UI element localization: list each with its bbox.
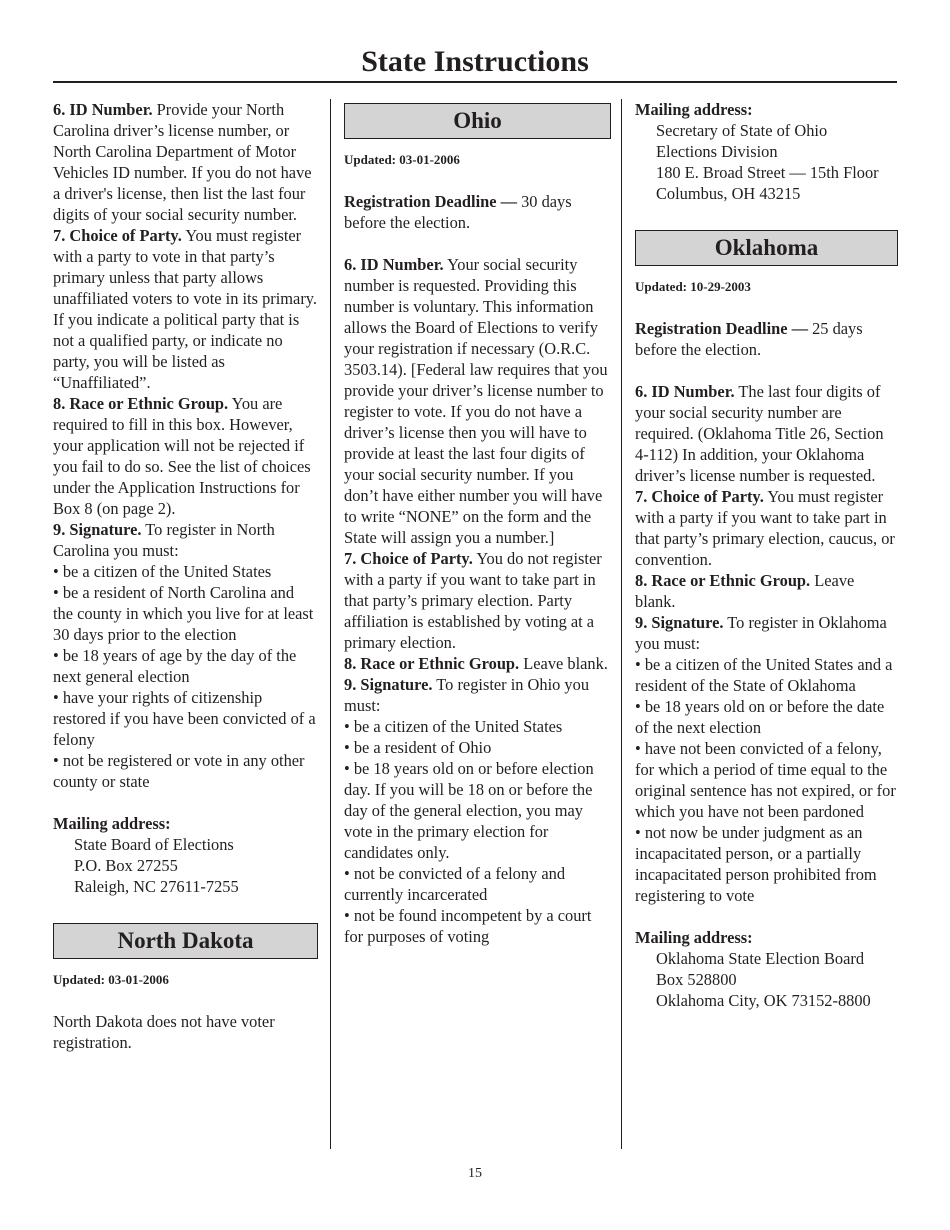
ohio-address-line: Elections Division bbox=[656, 142, 778, 161]
nc-id-number: 6. ID Number. Provide your North Carolina driver’s license number, or North Carolina Department of Motor Vehicles ID number. If you do not have a driver's license, then list the last four digits of your social security number. bbox=[53, 100, 312, 224]
ok-address-line: Box 528800 bbox=[656, 970, 737, 989]
ohio-address-line: 180 E. Broad Street — 15th Floor bbox=[656, 163, 879, 182]
ok-signature: 9. Signature. To register in Oklahoma you must: bbox=[635, 613, 887, 653]
ohio-bullet: • be a citizen of the United States bbox=[344, 717, 563, 736]
nc-bullet: • be a resident of North Carolina and the county in which you live for at least 30 days prior to the election bbox=[53, 583, 314, 644]
nc-bullet: • be a citizen of the United States bbox=[53, 562, 272, 581]
ok-bullet: • have not been convicted of a felony, for which a period of time equal to the original sentence has not expired, or for which you have not been pardoned bbox=[635, 739, 896, 821]
ohio-deadline: Registration Deadline — 30 days before the election. bbox=[344, 192, 572, 232]
page-number: 15 bbox=[468, 1166, 482, 1181]
ohio-address-line: Secretary of State of Ohio bbox=[656, 121, 828, 140]
nc-address-line: P.O. Box 27255 bbox=[74, 856, 178, 875]
nc-address-line: State Board of Elections bbox=[74, 835, 234, 854]
ohio-bullet: • not be convicted of a felony and currently incarcerated bbox=[344, 864, 566, 904]
nc-mailing-label: Mailing address: bbox=[53, 814, 171, 833]
column-divider bbox=[621, 99, 622, 1149]
ok-bullet: • be a citizen of the United States and a resident of the State of Oklahoma bbox=[635, 655, 893, 695]
ohio-mailing-label: Mailing address: bbox=[635, 100, 753, 119]
ohio-id-number: 6. ID Number. Your social security number is requested. Providing this number is voluntary. This information allows the Board of Elections to verify your registration if necessary (O.R.C. 3503.14). [Federal law requires that you provide your driver’s license number to register to vote. If you do not have a driver’s license then you will have to provide at least the last four digits of your social security number. If you don’t have either number you will have to write “NONE” on the form and the State will assign you a number.] bbox=[344, 255, 608, 547]
ohio-bullet: • be a resident of Ohio bbox=[344, 738, 492, 757]
ok-choice-of-party: 7. Choice of Party. You must register with a party if you want to take part in that party’s primary election, caucus, or convention. bbox=[635, 487, 895, 569]
state-header-ohio: Ohio bbox=[344, 103, 611, 139]
nd-text: North Dakota does not have voter registration. bbox=[53, 1012, 275, 1052]
column-3 bbox=[635, 99, 897, 1011]
ok-address-line: Oklahoma City, OK 73152-8800 bbox=[656, 991, 871, 1010]
nc-bullet: • not be registered or vote in any other county or state bbox=[53, 751, 305, 791]
ohio-bullet: • not be found incompetent by a court for purposes of voting bbox=[344, 906, 592, 946]
ok-address-line: Oklahoma State Election Board bbox=[656, 949, 865, 968]
ohio-race: 8. Race or Ethnic Group. Leave blank. bbox=[344, 654, 608, 673]
nc-signature: 9. Signature. To register in North Carolina you must: bbox=[53, 520, 275, 560]
ok-id-number: 6. ID Number. The last four digits of your social security number are required. (Oklahoma Title 26, Section 4-112) In addition, your Oklahoma driver’s license number is requested. bbox=[635, 382, 884, 485]
title-rule bbox=[53, 81, 897, 83]
column-divider bbox=[330, 99, 331, 1149]
page-title: State Instructions bbox=[361, 45, 589, 78]
ok-bullet: • be 18 years old on or before the date of the next election bbox=[635, 697, 885, 737]
ok-updated: Updated: 10-29-2003 bbox=[635, 279, 751, 294]
nc-bullet: • have your rights of citizenship restored if you have been convicted of a felony bbox=[53, 688, 316, 749]
state-header-north-dakota: North Dakota bbox=[53, 923, 318, 959]
state-header-oklahoma: Oklahoma bbox=[635, 230, 898, 266]
ohio-signature: 9. Signature. To register in Ohio you must: bbox=[344, 675, 590, 715]
ok-deadline: Registration Deadline — 25 days before the election. bbox=[635, 319, 863, 359]
ok-race: 8. Race or Ethnic Group. Leave blank. bbox=[635, 571, 855, 611]
column-2 bbox=[344, 99, 610, 947]
ohio-updated: Updated: 03-01-2006 bbox=[344, 152, 460, 167]
ohio-address-line: Columbus, OH 43215 bbox=[656, 184, 801, 203]
nc-race: 8. Race or Ethnic Group. You are required to fill in this box. However, your application will not be rejected if you fail to do so. See the list of choices under the Application Instructions for Box 8 (on page 2). bbox=[53, 394, 311, 518]
column-1 bbox=[53, 99, 317, 1053]
nc-address-line: Raleigh, NC 27611-7255 bbox=[74, 877, 239, 896]
nc-bullet: • be 18 years of age by the day of the next general election bbox=[53, 646, 297, 686]
nc-choice-of-party: 7. Choice of Party. You must register with a party to vote in that party’s primary unless that party allows unaffiliated voters to vote in its primary. If you indicate a political party that is not a qualified party, or indicate no party, you will be listed as “Unaffiliated”. bbox=[53, 226, 318, 392]
nd-updated: Updated: 03-01-2006 bbox=[53, 972, 169, 987]
ohio-bullet: • be 18 years old on or before election day. If you will be 18 on or before the day of the general election, you may vote in the primary election for candidates only. bbox=[344, 759, 594, 862]
ohio-choice-of-party: 7. Choice of Party. You do not register with a party if you want to take part in that party’s primary election. Party affiliation is established by voting at a primary election. bbox=[344, 549, 602, 652]
ok-bullet: • not now be under judgment as an incapacitated person, or a partially incapacitated person prohibited from registering to vote bbox=[635, 823, 877, 905]
ok-mailing-label: Mailing address: bbox=[635, 928, 753, 947]
